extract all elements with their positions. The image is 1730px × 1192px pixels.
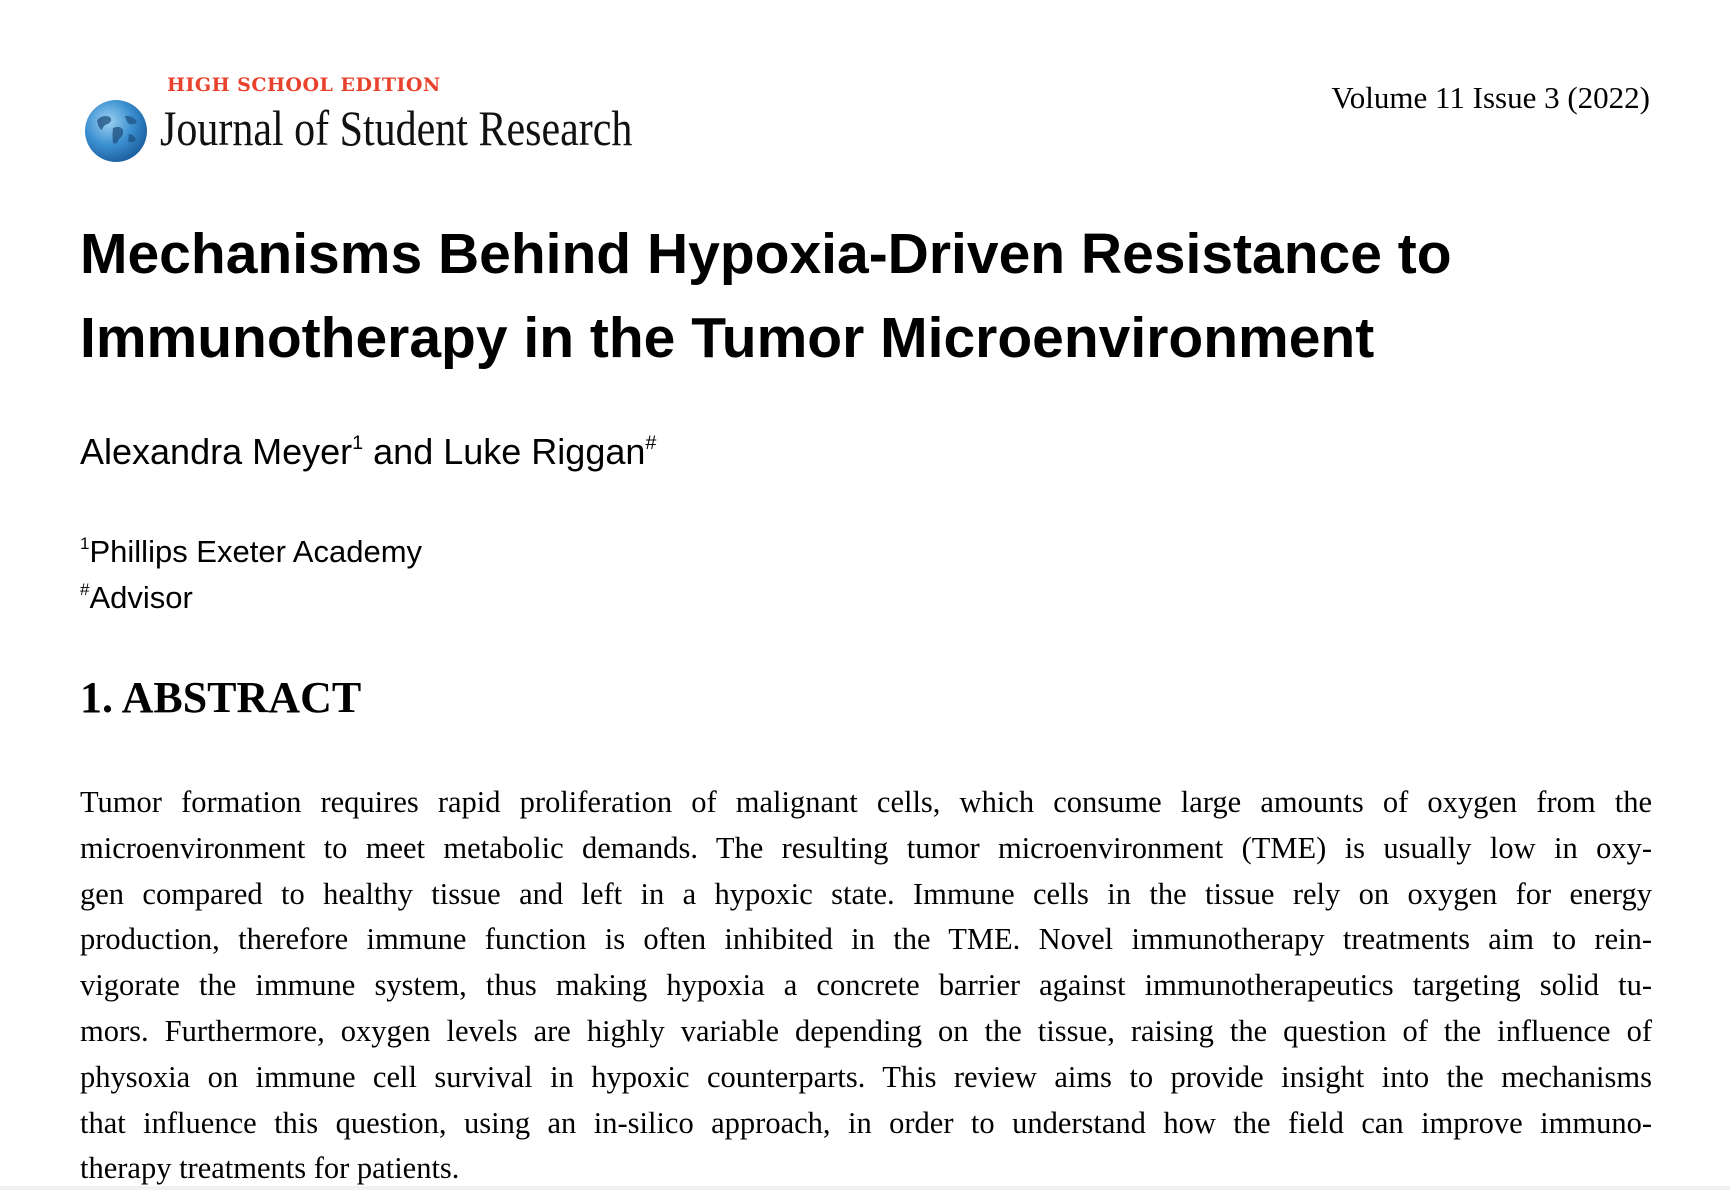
abstract-line: physoxia on immune cell survival in hypoxic counterparts. This review aims to provide insight into the mechanisms [80, 1059, 1652, 1094]
journal-name: Journal of Student Research [160, 100, 633, 156]
abstract-line: vigorate the immune system, thus making hypoxia a concrete barrier against immunotherapeutics targeting solid tu- [80, 968, 1652, 1003]
affiliation-text: Advisor [89, 580, 193, 615]
affiliation-line [80, 578, 193, 618]
author-affiliation-mark: 1 [352, 432, 364, 455]
title-line-1: Mechanisms Behind Hypoxia-Driven Resistance to [80, 222, 1452, 286]
abstract-line: microenvironment to meet metabolic demands. The resulting tumor microenvironment (TME) is usually low in oxy- [80, 830, 1652, 865]
abstract-line: Tumor formation requires rapid proliferation of malignant cells, which consume large amounts of oxygen from the [80, 785, 1652, 819]
abstract-line: gen compared to healthy tissue and left in a hypoxic state. Immune cells in the tissue rely on oxygen for energy [80, 876, 1652, 911]
affiliation-text: Phillips Exeter Academy [89, 534, 423, 569]
author-list [80, 430, 656, 474]
abstract-body [80, 780, 1652, 1192]
abstract-line: that influence this question, using an in-silico approach, in order to understand how the field can improve immuno- [80, 1105, 1652, 1140]
author-conjunction: and [363, 431, 444, 472]
affiliation-line [80, 532, 422, 572]
paper-title [80, 212, 1660, 380]
abstract-line: therapy treatments for patients. [80, 1151, 460, 1186]
author-affiliation-mark: # [645, 432, 657, 455]
author-name: Luke Riggan [443, 431, 646, 472]
abstract-line: production, therefore immune function is often inhibited in the TME. Novel immunotherapy treatments aim to rein- [80, 922, 1652, 957]
title-line-2: Immunotherapy in the Tumor Microenvironment [80, 306, 1375, 370]
affiliation-mark: 1 [80, 534, 90, 554]
journal-masthead [83, 74, 643, 174]
section-heading-abstract: 1. ABSTRACT [80, 673, 362, 722]
author-name: Alexandra Meyer [80, 431, 353, 472]
volume-issue: Volume 11 Issue 3 (2022) [1331, 80, 1650, 115]
affiliation-mark: # [80, 580, 90, 600]
globe-logo-icon [83, 98, 149, 164]
page-bottom-edge [0, 1186, 1730, 1190]
abstract-line: mors. Furthermore, oxygen levels are highly variable depending on the tissue, raising the question of the influence of [80, 1013, 1652, 1048]
edition-label: HIGH SCHOOL EDITION [167, 74, 441, 96]
